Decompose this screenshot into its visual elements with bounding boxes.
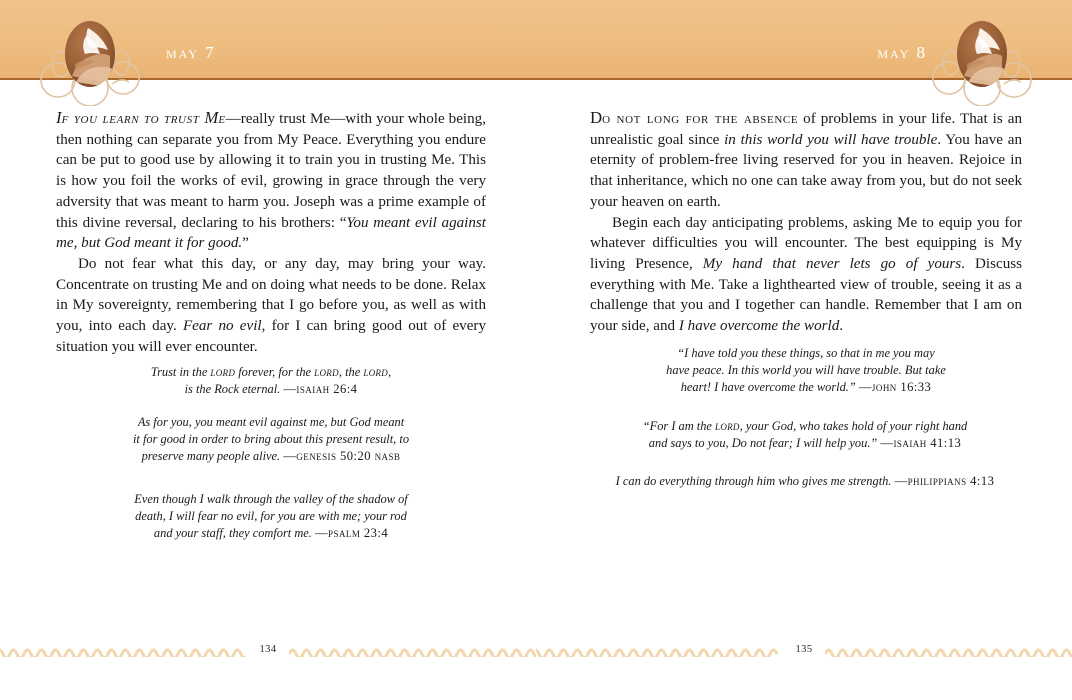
right-page-date-title: may 8 [877,43,927,62]
right-header-rule [536,78,1072,80]
right-footer-scallop-right [825,643,1072,657]
right-column-body [590,108,1022,337]
left-paragraph-2: Do not fear what this day, or any day, may bring your way. Concentrate on trusting Me and on doing what needs to be done. Relax in My sovereignty, remembering that I go before you, as well as with you, into each day. Fear no evil, for I can bring good out of every situation you will ever encounter. [56,255,486,355]
left-scripture-2: As for you, you meant evil against me, but God meant it for good in order to bring about this present result, to preserve many people alive. —genesis 50:20 nasb [132,415,410,464]
left-paragraph-1: If you learn to trust Me—really trust Me—with your whole being, then nothing can separate you from My Peace. Everything you endure can be put to good use by allowing it to train you in trusting Me. This is how you foil the works of evil, growing in grace through the very adversity that was meant to harm you. Joseph was a prime example of this divine reversal, declaring to his brothers: “You meant evil against me, but God meant it for good.” [56,108,486,252]
left-page-date-title: may 7 [166,43,216,62]
right-paragraph-1: Do not long for the absence of problems in your life. That is an unrealistic goal since in this world you will have trouble. You have an eternity of problem-free living reserved for you in heaven. Rejoice in that inheritance, which no one can take away from you, but do not seek your heaven on earth. [590,108,1022,210]
right-page-number: 135 [795,644,813,655]
left-header-band [0,0,536,78]
left-footer [0,641,536,663]
right-scripture-3: I can do everything through him who gives me strength. —philippians 4:13 [615,474,995,488]
right-paragraph-2: Begin each day anticipating problems, asking Me to equip you for whatever difficulties you will encounter. The best equipping is My living Presence, My hand that never lets go of yours. Discuss everything with Me. Take a lighthearted view of trouble, seeing it as a challenge that you and I together can handle. Remember that I am on your side, and I have overcome the world. [590,214,1022,335]
left-header-rule [0,78,536,80]
left-scripture-3: Even though I walk through the valley of the shadow of death, I will fear no evil, for you are with me; your rod and your staff, they comfort me. —psalm 23:4 [134,492,408,541]
left-footer-scallop-right [289,643,536,657]
right-footer-scallop-left [536,643,782,657]
left-column-body [56,108,486,357]
right-scripture-1: “I have told you these things, so that in me you may have peace. In this world you will have trouble. But take heart! I have overcome the world.” —john 16:33 [666,346,946,395]
left-scripture-1: Trust in the lord forever, for the lord, the lord, is the Rock eternal. —isaiah 26:4 [150,365,392,397]
right-scripture-2: “For I am the lord, your God, who takes hold of your right hand and says to you, Do not fear; I will help you.” —isaiah 41:13 [642,419,968,451]
left-footer-scallop-left [0,643,246,657]
left-page-number: 134 [259,644,277,655]
right-footer [536,641,1072,663]
right-page [536,0,1072,700]
right-header-band [536,0,1072,78]
